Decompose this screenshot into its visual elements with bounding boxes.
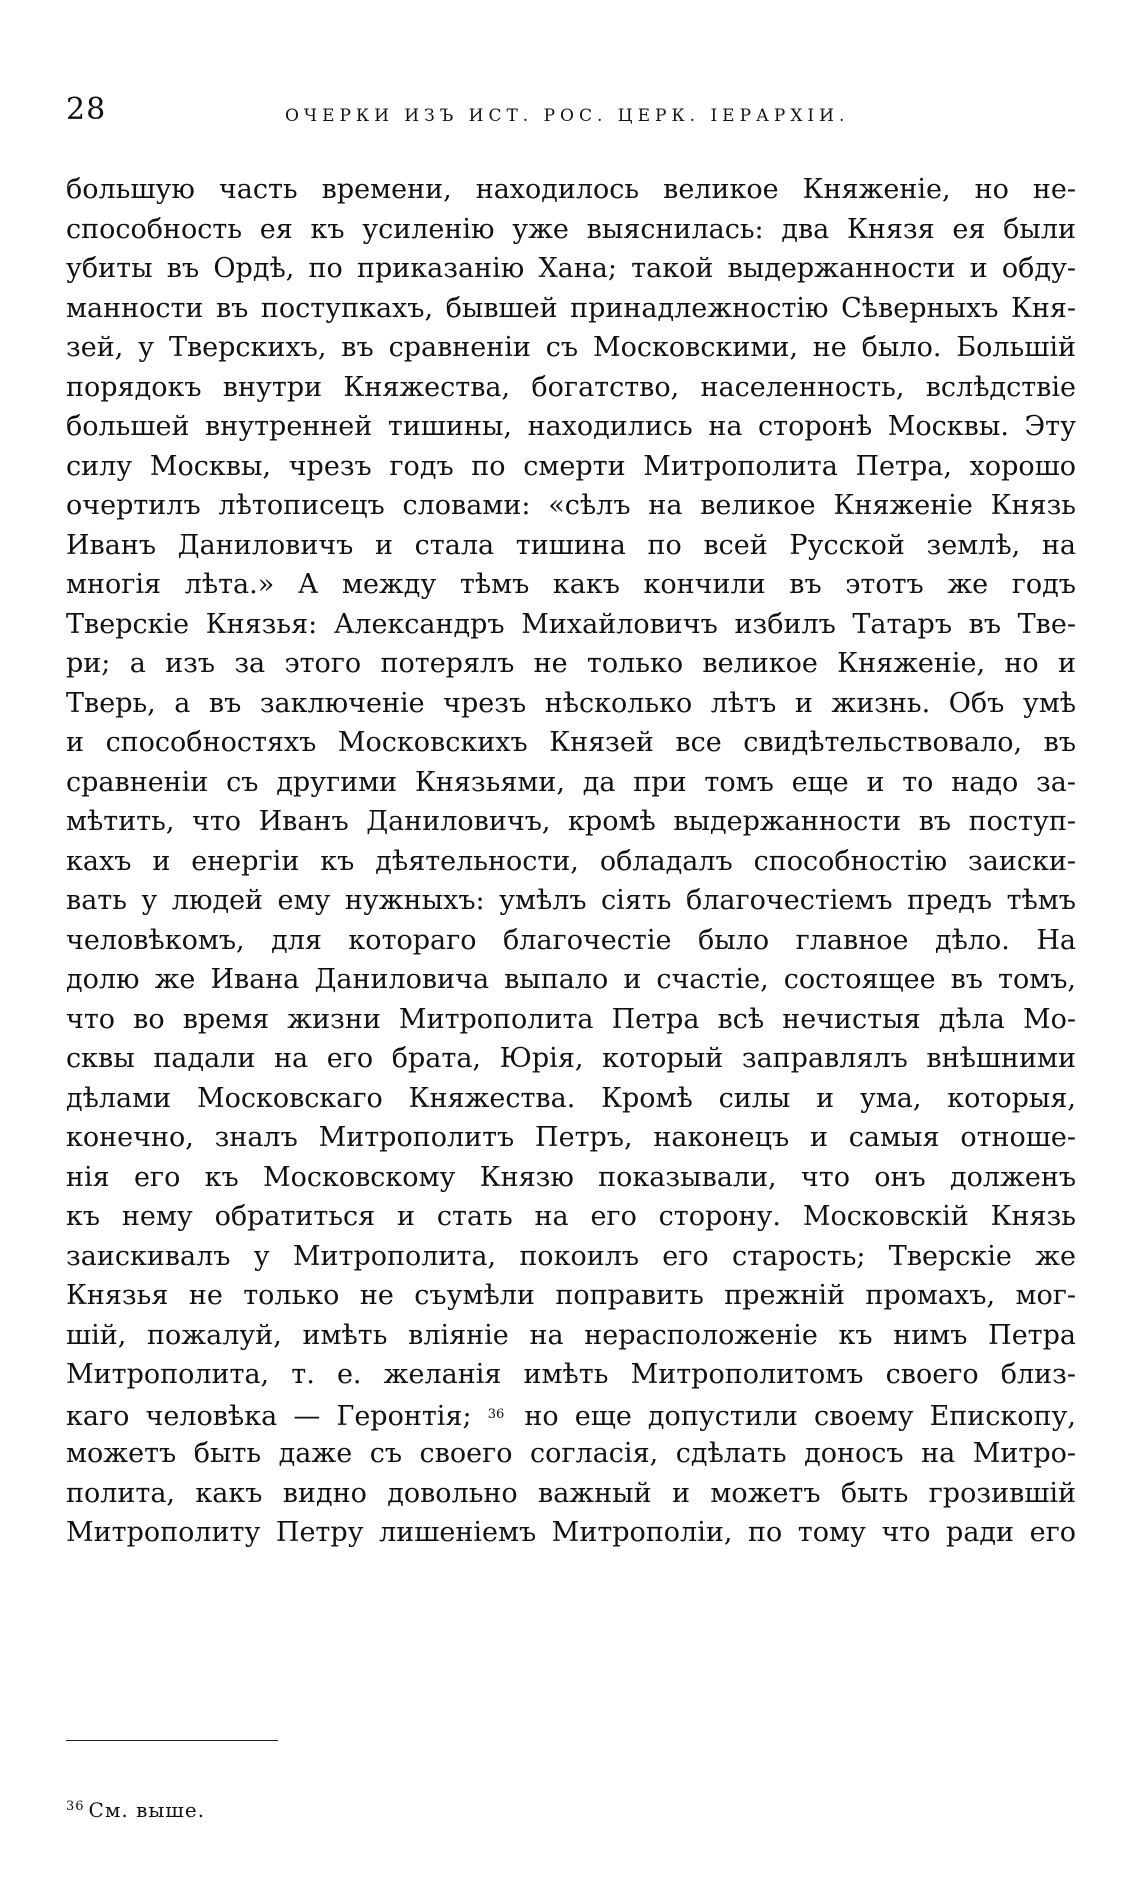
text-line: что во время жизни Митрополита Петра всѣ нечистыя дѣла Мо- <box>66 1003 1076 1035</box>
text-line: и способностяхъ Московскихъ Князей все свидѣтельствовало, въ <box>66 727 1076 758</box>
text-line: Князья не только не съумѣли поправить прежнiй промахъ, мог- <box>66 1280 1076 1311</box>
text-line: заискивалъ у Митрополита, покоилъ его старость; Тверскiе же <box>66 1240 1076 1272</box>
text-line: вать у людей ему нужныхъ: умѣлъ сiять благочестiемъ предъ тѣмъ <box>66 885 1076 916</box>
footnote-divider <box>66 1740 278 1741</box>
footnote-number: 36 <box>66 1799 85 1814</box>
text-line: способность ея къ усиленiю уже выяснилась: два Князя ея были <box>66 213 1076 245</box>
text-line: силу Москвы, чрезъ годъ по смерти Митрополита Петра, хорошо <box>66 450 1076 482</box>
footnote-reference[interactable]: 36 <box>487 1406 505 1422</box>
text-line: большую часть времени, находилось великое Княженiе, но не- <box>66 174 1076 205</box>
text-line: полита, какъ видно довольно важный и можетъ быть грозившiй <box>66 1477 1076 1509</box>
text-line: можетъ быть даже съ своего согласiя, сдѣлать доносъ на Митро- <box>66 1438 1076 1469</box>
text-line: къ нему обратиться и стать на его сторону. Московскiй Князь <box>66 1201 1076 1232</box>
text-line: Тверскiе Князья: Александръ Михайловичъ избилъ Татаръ въ Тве- <box>66 608 1076 640</box>
text-line: порядокъ внутри Княжества, богатство, населенность, вслѣдствiе <box>66 371 1076 403</box>
text-line: дѣлами Московскаго Княжества. Кромѣ силы и ума, которыя, <box>66 1082 1076 1114</box>
text-line: Митрополита, т. е. желанiя имѣть Митрополитомъ своего близ- <box>66 1359 1076 1390</box>
text-line: шiй, пожалуй, имѣть влiянiе на нерасположенiе къ нимъ Петра <box>66 1319 1076 1351</box>
page-number: 28 <box>66 92 107 127</box>
footnote-text: См. выше. <box>88 1798 206 1822</box>
text-segment: каго человѣка — Геронтiя; <box>66 1400 472 1432</box>
running-title: ОЧЕРКИ ИЗЪ ИСТ. РОС. ЦЕРК. IЕРАРХIИ. <box>285 106 850 126</box>
text-line: нiя его къ Московскому Князю показывали, что онъ долженъ <box>66 1161 1076 1193</box>
text-line: убиты въ Ордѣ, по приказанiю Хана; такой выдержанности и обду- <box>66 253 1076 284</box>
text-line: манности въ поступкахъ, бывшей принадлежностiю Сѣверныхъ Кня- <box>66 292 1076 324</box>
text-line: сравненiи съ другими Князьями, да при томъ еще и то надо за- <box>66 766 1076 798</box>
text-line: Иванъ Даниловичъ и стала тишина по всей Русской землѣ, на <box>66 529 1076 561</box>
text-segment: но еще допустили своему Епископу, <box>524 1400 1076 1432</box>
text-line: Тверь, а въ заключенiе чрезъ нѣсколько лѣтъ и жизнь. Объ умѣ <box>66 687 1076 719</box>
text-line: мѣтить, что Иванъ Даниловичъ, кромѣ выдержанности въ поступ- <box>66 806 1076 837</box>
text-line: большей внутренней тишины, находились на сторонѣ Москвы. Эту <box>66 411 1076 442</box>
text-line: сквы падали на его брата, Юрiя, который заправлялъ внѣшними <box>66 1043 1076 1074</box>
text-line: конечно, зналъ Митрополитъ Петръ, наконецъ и самыя отноше- <box>66 1122 1076 1153</box>
text-line: кахъ и енергiи къ дѣятельности, обладалъ способностiю заиски- <box>66 845 1076 877</box>
text-line: долю же Ивана Даниловича выпало и счастiе, состоящее въ томъ, <box>66 964 1076 995</box>
text-line-with-footnote-ref <box>66 1395 1076 1435</box>
footnote <box>66 1794 205 1823</box>
text-line: очертилъ лѣтописецъ словами: «сѣлъ на великое Княженiе Князь <box>66 490 1076 521</box>
text-line: Митрополиту Петру лишенiемъ Митрополiи, по тому что ради его <box>66 1517 1076 1548</box>
body-text <box>66 170 1076 1553</box>
text-line: человѣкомъ, для котораго благочестiе было главное дѣло. На <box>66 924 1076 956</box>
text-line: ри; а изъ за этого потерялъ не только великое Княженiе, но и <box>66 648 1076 679</box>
text-line: зей, у Тверскихъ, въ сравненiи съ Московскими, не было. Большiй <box>66 332 1076 363</box>
text-line: многiя лѣта.» А между тѣмъ какъ кончили въ этотъ же годъ <box>66 569 1076 600</box>
